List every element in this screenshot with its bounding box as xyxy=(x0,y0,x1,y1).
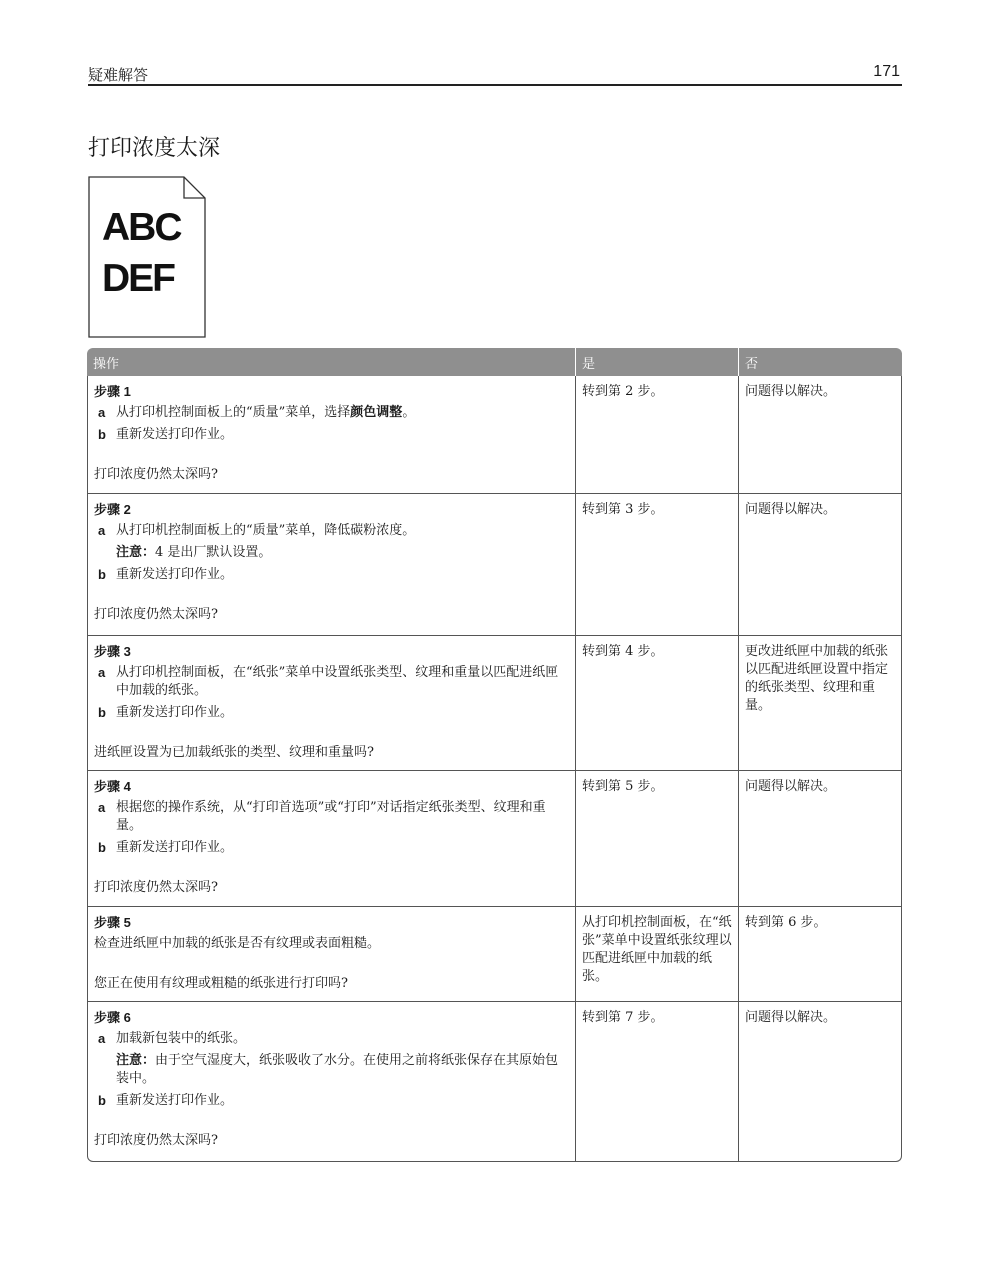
note: 注意：4 是出厂默认设置。 xyxy=(116,545,272,560)
step-title: 步骤 1 xyxy=(94,384,131,399)
substep-a: a 从打印机控制面板上的“质量”菜单，降低碳粉浓度。 xyxy=(98,523,416,538)
step-title: 步骤 2 xyxy=(94,502,131,517)
page-title: 打印浓度太深 xyxy=(88,136,221,161)
step-question: 打印浓度仍然太深吗? xyxy=(94,1133,218,1148)
substep-b: b 重新发送打印作业。 xyxy=(98,567,234,582)
no-cell: 更改进纸匣中加载的纸张以匹配进纸匣设置中指定的纸张类型、纹理和重量。 xyxy=(739,636,902,771)
table-header-row xyxy=(87,348,902,376)
substep-a: a 根据您的操作系统，从“打印首选项”或“打印”对话指定纸张类型、纹理和重量。 xyxy=(98,800,546,833)
no-cell: 问题得以解决。 xyxy=(739,771,902,907)
step-question: 进纸匣设置为已加载纸张的类型、纹理和重量吗? xyxy=(94,745,374,760)
action-cell xyxy=(87,1002,576,1162)
no-cell: 问题得以解决。 xyxy=(739,494,902,636)
substep-b: b 重新发送打印作业。 xyxy=(98,1093,234,1108)
step-title: 步骤 5 xyxy=(94,915,131,930)
table-row xyxy=(87,1002,902,1162)
print-sample-illustration xyxy=(88,176,206,338)
yes-cell: 转到第 5 步。 xyxy=(576,771,739,907)
no-cell: 转到第 6 步。 xyxy=(739,907,902,1002)
action-cell xyxy=(87,771,576,907)
yes-cell: 转到第 2 步。 xyxy=(576,376,739,494)
column-header-yes: 是 xyxy=(576,348,739,376)
yes-cell: 转到第 4 步。 xyxy=(576,636,739,771)
yes-cell: 转到第 3 步。 xyxy=(576,494,739,636)
page-header xyxy=(88,62,902,86)
yes-cell: 转到第 7 步。 xyxy=(576,1002,739,1162)
step-question: 打印浓度仍然太深吗? xyxy=(94,467,218,482)
header-title: 疑难解答 xyxy=(88,66,149,84)
page-number: 171 xyxy=(873,63,900,80)
action-cell xyxy=(87,636,576,771)
sample-text-line-2: DEF xyxy=(102,257,174,300)
column-header-no: 否 xyxy=(739,348,902,376)
sample-text-line-1: ABC xyxy=(102,206,181,249)
step-question: 打印浓度仍然太深吗? xyxy=(94,607,218,622)
action-cell xyxy=(87,494,576,636)
action-cell xyxy=(87,376,576,494)
yes-cell: 从打印机控制面板，在“纸张”菜单中设置纸张纹理以匹配进纸匣中加载的纸张。 xyxy=(576,907,739,1002)
step-title: 步骤 4 xyxy=(94,779,131,794)
substep-a: a 从打印机控制面板，在“纸张”菜单中设置纸张类型、纹理和重量以匹配进纸匣中加载的纸张。 xyxy=(98,665,559,698)
step-question: 您正在使用有纹理或粗糙的纸张进行打印吗? xyxy=(94,976,348,991)
step-question: 打印浓度仍然太深吗? xyxy=(94,880,218,895)
substep-b: b 重新发送打印作业。 xyxy=(98,705,234,720)
table-row xyxy=(87,376,902,494)
column-header-action: 操作 xyxy=(87,348,576,376)
step-text: 检查进纸匣中加载的纸张是否有纹理或表面粗糙。 xyxy=(94,936,381,951)
substep-b: b 重新发送打印作业。 xyxy=(98,840,234,855)
table-row xyxy=(87,494,902,636)
substep-a: a 从打印机控制面板上的“质量”菜单，选择颜色调整。 xyxy=(98,405,416,420)
substep-b: b 重新发送打印作业。 xyxy=(98,427,234,442)
substep-a: a 加载新包装中的纸张。 xyxy=(98,1031,247,1046)
no-cell: 问题得以解决。 xyxy=(739,1002,902,1162)
step-title: 步骤 6 xyxy=(94,1010,131,1025)
step-title: 步骤 3 xyxy=(94,644,131,659)
table-row xyxy=(87,907,902,1002)
action-cell xyxy=(87,907,576,1002)
note: 注意：由于空气湿度大，纸张吸收了水分。在使用之前将纸张保存在其原始包装中。 xyxy=(116,1053,559,1086)
no-cell: 问题得以解决。 xyxy=(739,376,902,494)
troubleshooting-table xyxy=(87,348,902,1162)
table-row xyxy=(87,771,902,907)
table-row xyxy=(87,636,902,771)
